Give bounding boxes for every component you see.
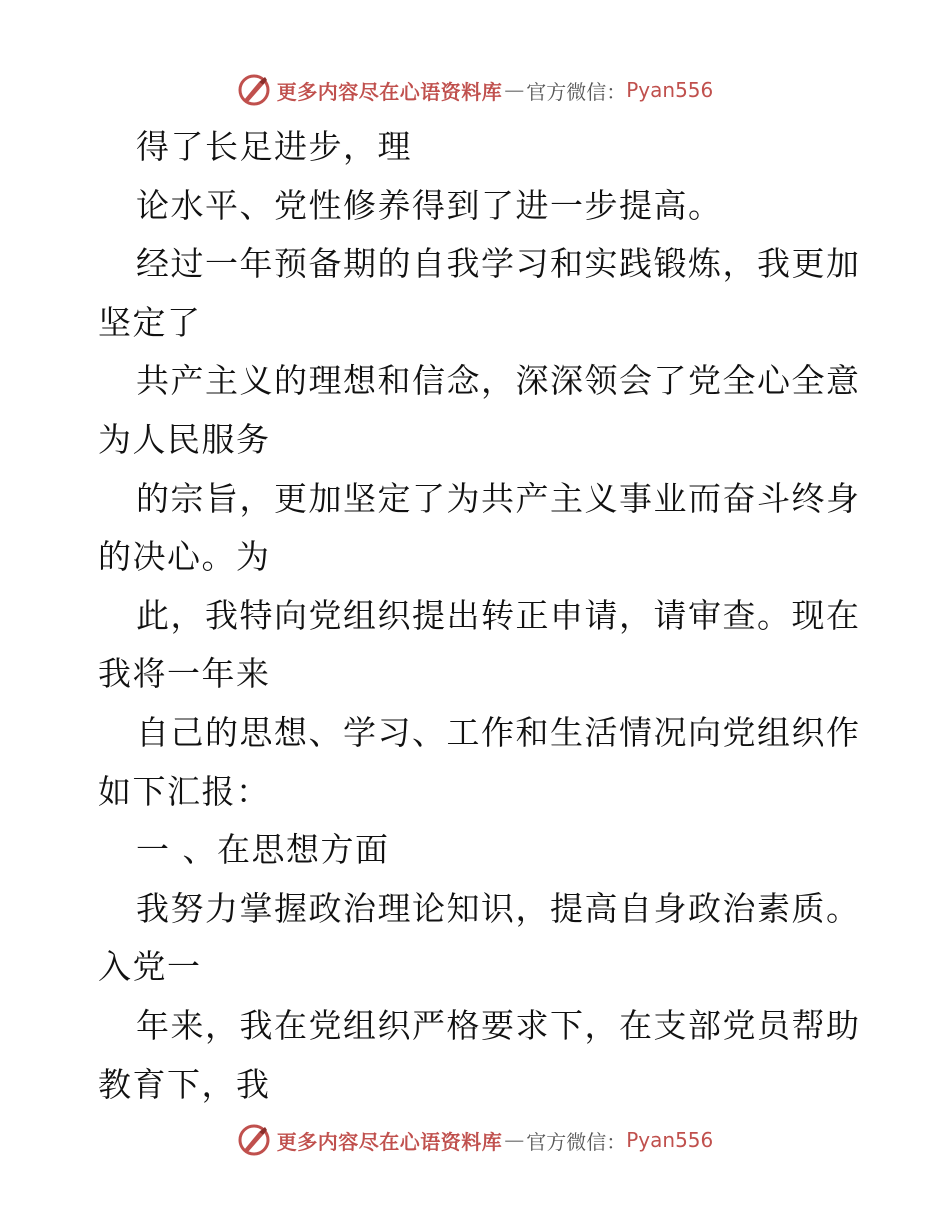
body-line: 为人民服务 — [98, 419, 271, 459]
pen-logo-icon — [237, 73, 271, 107]
body-line: 我努力掌握政治理论知识，提高自身政治素质。 — [136, 888, 861, 928]
body-line: 此，我特向党组织提出转正申请，请审查。现在 — [136, 595, 861, 635]
footer-wechat-label: 官方微信： — [526, 1129, 627, 1154]
body-line: 共产主义的理想和信念，深深领会了党全心全意 — [136, 361, 861, 401]
header-separator: — — [504, 78, 525, 102]
footer-separator: — — [504, 1128, 525, 1152]
header-banner-text: 更多内容尽在心语资料库 — [276, 79, 503, 104]
header-banner — [0, 70, 950, 110]
body-line: 的宗旨，更加坚定了为共产主义事业而奋斗终身 — [136, 478, 861, 518]
body-line: 教育下，我 — [98, 1064, 271, 1104]
document-body — [98, 118, 861, 1114]
footer-banner-text: 更多内容尽在心语资料库 — [276, 1129, 503, 1154]
pen-logo-icon — [237, 1123, 271, 1157]
footer-banner — [0, 1120, 950, 1160]
body-line: 年来，我在党组织严格要求下，在支部党员帮助 — [136, 1005, 861, 1045]
footer-wechat-id: Pyan556 — [626, 1128, 714, 1152]
body-line: 的决心。为 — [98, 537, 271, 577]
body-line: 入党一 — [98, 947, 202, 987]
body-line: 论水平、党性修养得到了进一步提高。 — [136, 185, 723, 225]
header-wechat-label: 官方微信： — [526, 79, 627, 104]
section-heading: 一 、在思想方面 — [136, 830, 390, 870]
body-line: 我将一年来 — [98, 654, 271, 694]
body-line: 得了长足进步，理 — [136, 127, 412, 166]
body-line: 经过一年预备期的自我学习和实践锻炼，我更加 — [136, 244, 861, 284]
body-line: 坚定了 — [98, 302, 202, 342]
header-wechat-id: Pyan556 — [626, 78, 714, 102]
body-line: 自己的思想、学习、工作和生活情况向党组织作 — [136, 712, 861, 752]
body-line: 如下汇报： — [98, 771, 271, 811]
